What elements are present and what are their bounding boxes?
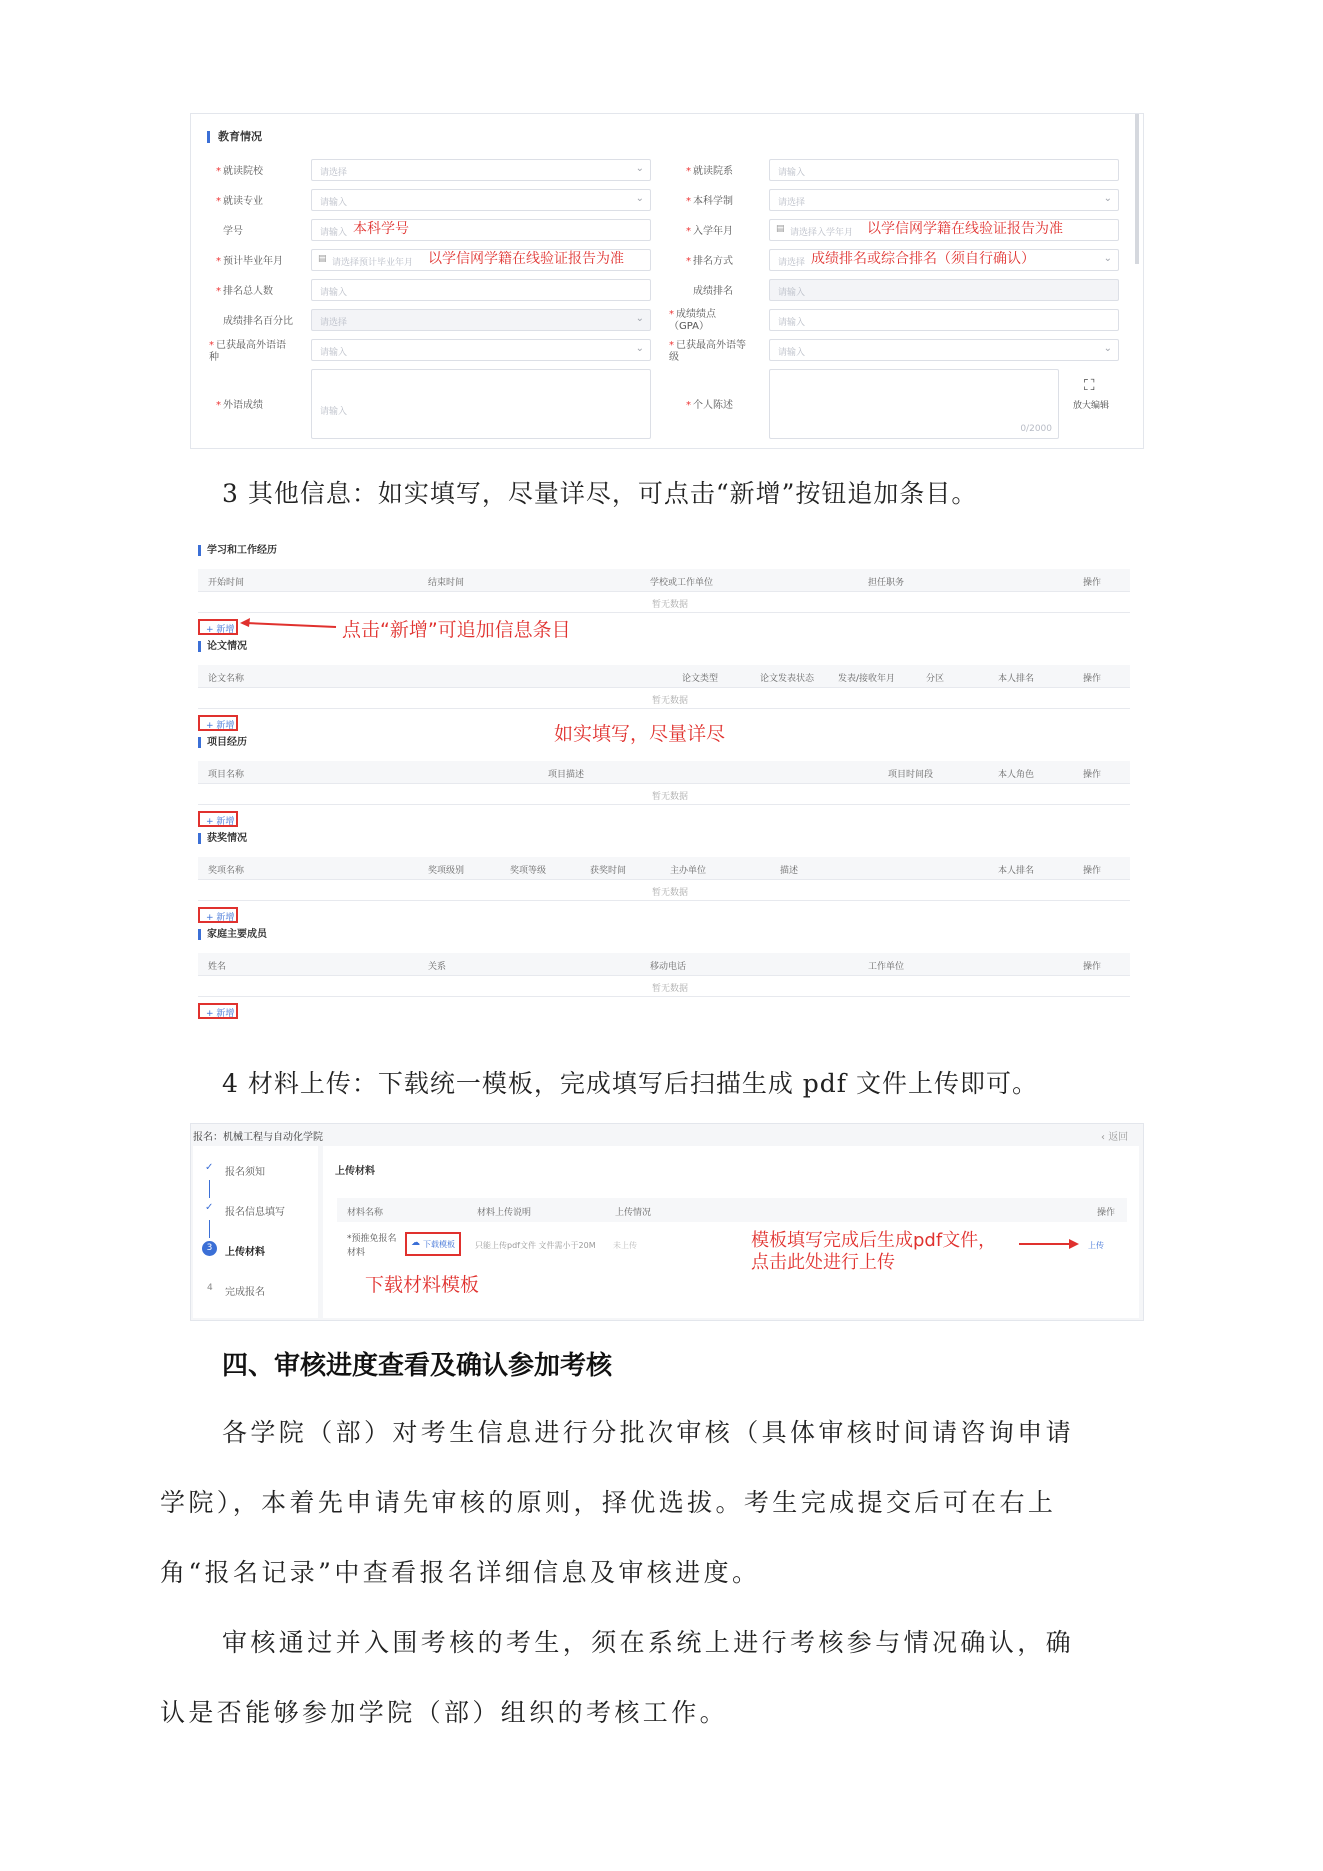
- check-icon: ✓: [205, 1162, 214, 1173]
- step-notice[interactable]: 报名须知: [225, 1167, 265, 1178]
- material-name: *预推免报名材料: [347, 1234, 397, 1258]
- table-header: 奖项名称 奖项级别 奖项等级 获奖时间 主办单位 描述 本人排名 操作: [198, 857, 1130, 880]
- download-template-button[interactable]: ☁ 下载模板: [405, 1232, 461, 1256]
- table-header: 姓名 关系 移动电话 工作单位 操作: [198, 953, 1130, 976]
- note-upload-line1: 模板填写完成后生成pdf文件，: [751, 1230, 997, 1251]
- label-grad-month: * 预计毕业年月: [216, 256, 283, 267]
- back-link[interactable]: ‹ 返回: [1101, 1132, 1129, 1143]
- note-grad-month: 以学信网学籍在线验证报告为准: [428, 251, 624, 267]
- annotation-arrow: [1017, 1238, 1081, 1250]
- foreign-score-input[interactable]: 请输入: [311, 369, 651, 439]
- upload-button[interactable]: 上传: [1088, 1241, 1104, 1250]
- add-button-papers[interactable]: + 新增: [198, 715, 238, 731]
- note-download-template: 下载材料模板: [365, 1274, 480, 1296]
- chevron-down-icon: ⌄: [1103, 343, 1112, 354]
- calendar-icon: ▤: [776, 224, 785, 234]
- education-panel: [190, 113, 1144, 449]
- paragraph-line: 审核通过并入围考核的考生，须在系统上进行考核参与情况确认，确: [222, 1628, 1075, 1657]
- add-button-family[interactable]: + 新增: [198, 1003, 238, 1019]
- label-foreign-lang: * 已获最高外语语种: [209, 340, 286, 363]
- table-empty-row: 暂无数据: [198, 688, 1130, 709]
- other-info-panel: [190, 535, 1142, 1035]
- chevron-down-icon: ⌄: [635, 163, 644, 174]
- label-enter-month: * 入学年月: [686, 226, 733, 237]
- step-finish[interactable]: 完成报名: [225, 1287, 265, 1298]
- note-enter-month: 以学信网学籍在线验证报告为准: [867, 221, 1063, 237]
- label-system: * 本科学制: [686, 196, 733, 207]
- upload-description: 只能上传pdf文件 文件需小于20M: [475, 1241, 596, 1250]
- table-header: 项目名称 项目描述 项目时间段 本人角色 操作: [198, 761, 1130, 784]
- upload-header: 报名：机械工程与自动化学院: [193, 1132, 323, 1143]
- table-header: 开始时间 结束时间 学校或工作单位 担任职务 操作: [198, 569, 1130, 592]
- step-number: 4: [207, 1283, 213, 1293]
- school-select[interactable]: 请选择 ⌄: [311, 159, 651, 181]
- rank-total-input[interactable]: 请输入: [311, 279, 651, 301]
- note-add-entries: 点击“新增”可追加信息条目: [342, 619, 571, 641]
- calendar-icon: ▤: [318, 254, 327, 264]
- step-connector: [209, 1220, 210, 1238]
- department-input[interactable]: 请输入: [769, 159, 1119, 181]
- label-school: * 就读院校: [216, 166, 263, 177]
- student-id-input[interactable]: 请输入: [311, 219, 651, 241]
- table-empty-row: 暂无数据: [198, 592, 1130, 613]
- paragraph-line: 认是否能够参加学院（部）组织的考核工作。: [160, 1698, 729, 1727]
- step-info[interactable]: 报名信息填写: [225, 1207, 285, 1218]
- expand-icon[interactable]: ⛶: [1084, 376, 1095, 394]
- section-heading: 四、审核进度查看及确认参加考核: [222, 1351, 613, 1381]
- scrollbar[interactable]: [1135, 114, 1139, 264]
- table-empty-row: 暂无数据: [198, 880, 1130, 901]
- chevron-down-icon: ⌄: [635, 343, 644, 354]
- add-button-experience[interactable]: + 新增: [198, 619, 238, 635]
- step-connector: [209, 1180, 210, 1198]
- statement-textarea[interactable]: [769, 369, 1059, 439]
- section-title: 学习和工作经历: [198, 545, 277, 556]
- section-title: 论文情况: [198, 641, 247, 652]
- label-rank-method: * 排名方式: [686, 256, 733, 267]
- chevron-down-icon: ⌄: [1103, 193, 1112, 204]
- education-section-title: 教育情况: [207, 131, 262, 143]
- para-upload: 4 材料上传：下载统一模板，完成填写后扫描生成 pdf 文件上传即可。: [222, 1069, 1039, 1098]
- paragraph-line: 各学院（部）对考生信息进行分批次审核（具体审核时间请咨询申请: [222, 1418, 1075, 1447]
- label-department: * 就读院系: [686, 166, 733, 177]
- system-select[interactable]: 请选择 ⌄: [769, 189, 1119, 211]
- upload-panel: [190, 1123, 1144, 1321]
- step-upload[interactable]: 上传材料: [225, 1247, 265, 1258]
- note-student-id: 本科学号: [353, 221, 409, 237]
- paragraph-line: 角“报名记录”中查看报名详细信息及审核进度。: [160, 1558, 761, 1587]
- upload-table-header: 材料名称 材料上传说明 上传情况 操作: [337, 1198, 1127, 1222]
- enter-month-picker[interactable]: ▤ 请选择入学年月: [769, 219, 1119, 241]
- foreign-level-input[interactable]: 请输入 ⌄: [769, 339, 1119, 361]
- steps-sidebar: [193, 1146, 318, 1318]
- label-rank-percent: 成绩排名百分比: [223, 316, 293, 327]
- section-title: 获奖情况: [198, 833, 247, 844]
- check-icon: ✓: [205, 1202, 214, 1213]
- para-other-info: 3 其他信息：如实填写，尽量详尽，可点击“新增”按钮追加条目。: [222, 479, 978, 508]
- note-rank-method: 成绩排名或综合排名（须自行确认）: [811, 251, 1035, 267]
- foreign-lang-input[interactable]: 请输入 ⌄: [311, 339, 651, 361]
- char-counter: 0/2000: [1020, 424, 1052, 434]
- label-rank: 成绩排名: [693, 286, 733, 297]
- label-rank-total: * 排名总人数: [216, 286, 273, 297]
- grad-month-picker[interactable]: ▤ 请选择预计毕业年月: [311, 249, 651, 271]
- section-title: 家庭主要成员: [198, 929, 267, 940]
- table-header: 论文名称 论文类型 论文发表状态 发表/接收年月 分区 本人排名 操作: [198, 665, 1130, 688]
- rank-input[interactable]: 请输入: [769, 279, 1119, 301]
- label-foreign-level: * 已获最高外语等级: [669, 340, 746, 363]
- gpa-input[interactable]: 请输入: [769, 309, 1119, 331]
- upload-status: 未上传: [613, 1241, 637, 1250]
- add-button-projects[interactable]: + 新增: [198, 811, 238, 827]
- label-student-id: 学号: [223, 226, 243, 237]
- step-number-badge: 3: [202, 1241, 217, 1256]
- note-upload-line2: 点击此处进行上传: [751, 1252, 895, 1273]
- rank-method-select[interactable]: 请选择 ⌄: [769, 249, 1119, 271]
- note-fill-detail: 如实填写，尽量详尽: [554, 723, 726, 745]
- expand-edit-button[interactable]: 放大编辑: [1073, 401, 1110, 411]
- chevron-down-icon: ⌄: [635, 193, 644, 204]
- section-title: 项目经历: [198, 737, 247, 748]
- label-major: * 就读专业: [216, 196, 263, 207]
- table-empty-row: 暂无数据: [198, 784, 1130, 805]
- upload-main: [323, 1146, 1139, 1318]
- upload-title: 上传材料: [335, 1166, 375, 1177]
- major-input[interactable]: 请输入 ⌄: [311, 189, 651, 211]
- label-statement: * 个人陈述: [686, 400, 733, 411]
- label-gpa: * 成绩绩点（GPA）: [669, 309, 716, 332]
- add-button-awards[interactable]: + 新增: [198, 907, 238, 923]
- cloud-download-icon: ☁: [411, 1238, 420, 1248]
- rank-percent-select[interactable]: 请选择 ⌄: [311, 309, 651, 331]
- table-empty-row: 暂无数据: [198, 976, 1130, 997]
- chevron-down-icon: ⌄: [635, 313, 644, 324]
- annotation-arrow: [240, 617, 340, 633]
- paragraph-line: 学院），本着先申请先审核的原则，择优选拔。考生完成提交后可在右上: [160, 1488, 1057, 1517]
- label-foreign-score: * 外语成绩: [216, 400, 263, 411]
- chevron-down-icon: ⌄: [1103, 253, 1112, 264]
